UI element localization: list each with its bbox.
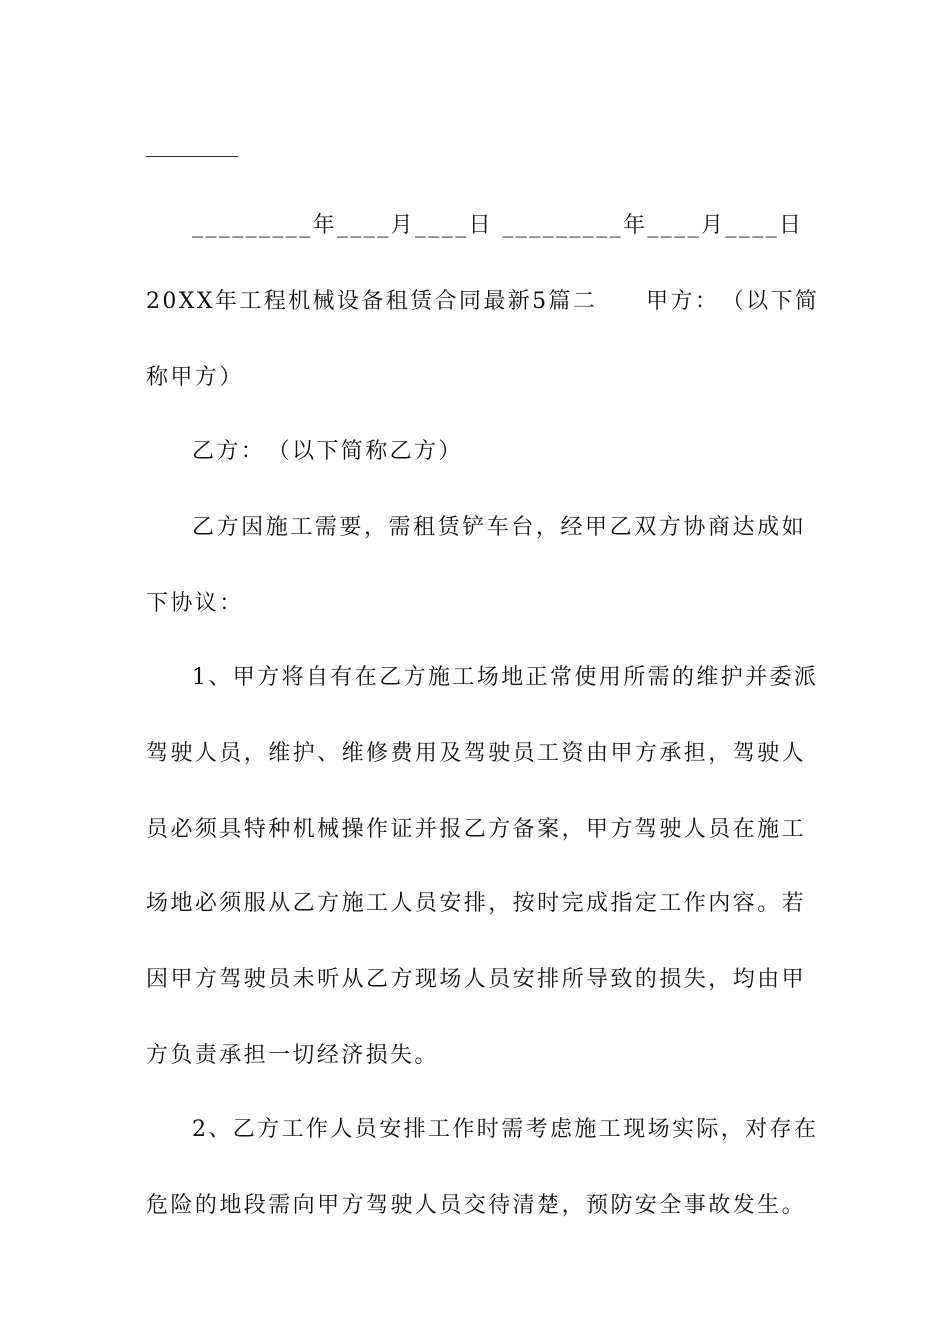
clause-1-line-2: 驾驶人员，维护、维修费用及驾驶员工资由甲方承担，驾驶人 [146, 741, 806, 766]
date-line: _________年____月____日 _________年____月____日 [192, 213, 804, 238]
intro-line-2: 下协议： [146, 591, 244, 616]
clause-1-line-1: 1、甲方将自有在乙方施工场地正常使用所需的维护并委派 [192, 665, 819, 690]
clause-1-line-5: 因甲方驾驶员未听从乙方现场人员安排所导致的损失，均由甲 [146, 967, 806, 992]
clause-2-line-2: 危险的地段需向甲方驾驶人员交待清楚，预防安全事故发生。 [146, 1193, 806, 1218]
clause-2-line-1: 2、乙方工作人员安排工作时需考虑施工现场实际，对存在 [192, 1117, 819, 1142]
intro-line-1: 乙方因施工需要，需租赁铲车台，经甲乙双方协商达成如 [192, 515, 806, 540]
clause-1-line-6: 方负责承担一切经济损失。 [146, 1043, 439, 1068]
clause-1-line-4: 场地必须服从乙方施工人员安排，按时完成指定工作内容。若 [146, 891, 806, 916]
title-line-2: 称甲方） [146, 365, 244, 390]
blank-underline [146, 156, 238, 157]
clause-1-line-3: 员必须具特种机械操作证并报乙方备案，甲方驾驶人员在施工 [146, 817, 806, 842]
title-line-1: 20XX年工程机械设备租赁合同最新5篇二 甲方： （以下简 [146, 289, 820, 314]
party-b-line: 乙方： （以下简称乙方） [192, 439, 463, 464]
